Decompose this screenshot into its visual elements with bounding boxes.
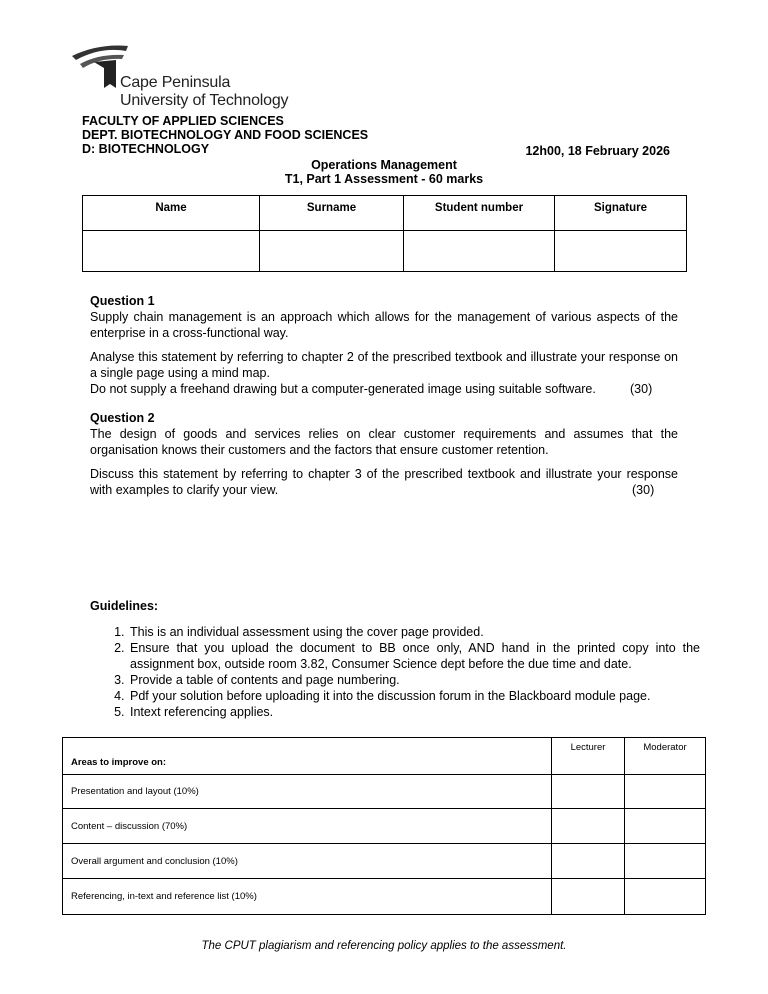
department-heading: DEPT. BIOTECHNOLOGY AND FOOD SCIENCES [82, 128, 369, 142]
question2-marks: (30) [632, 483, 655, 497]
rubric-area: Presentation and layout (10%) [63, 775, 552, 809]
division-heading: D: BIOTECHNOLOGY [82, 142, 210, 156]
plagiarism-footer: The CPUT plagiarism and referencing policy applies to the assessment. [201, 940, 567, 952]
moderator-score-cell[interactable] [625, 809, 706, 844]
student-table-header-row [83, 196, 687, 231]
rubric-row [63, 879, 706, 915]
question1-title: Question 1 [90, 294, 155, 308]
name-cell[interactable] [83, 231, 260, 272]
course-title: Operations Management [311, 158, 457, 172]
due-datetime: 12h00, 18 February 2026 [525, 144, 670, 158]
question2-statement: The design of goods and services relies on clear customer requirements and assumes that the organisation knows their customers and the factors that ensure customer retention. [90, 427, 678, 457]
guideline-item: 4. Pdf your solution before uploading it into the discussion forum in the Blackboard module page. [128, 688, 700, 704]
rubric-area: Referencing, in-text and reference list (10%) [63, 879, 552, 915]
lecturer-score-cell[interactable] [552, 809, 625, 844]
logo-line2: University of Technology [120, 92, 289, 109]
rubric-area: Overall argument and conclusion (10%) [63, 844, 552, 879]
student-table-entry-row [83, 231, 687, 272]
rubric-row [63, 844, 706, 879]
student-number-header: Student number [404, 196, 555, 231]
assessment-rubric-table [62, 737, 706, 915]
rubric-header-row [63, 738, 706, 775]
question1-note: Do not supply a freehand drawing but a computer-generated image using suitable software. [90, 382, 596, 396]
rubric-row [63, 809, 706, 844]
lecturer-score-cell[interactable] [552, 844, 625, 879]
guideline-item: 3. Provide a table of contents and page numbering. [128, 672, 700, 688]
guideline-item: 2. Ensure that you upload the document to BB once only, AND hand in the printed copy into the assignment box, outside room 3.82, Consumer Science dept before the due time and date. [128, 640, 700, 672]
question1-statement: Supply chain management is an approach which allows for the management of various aspects of the enterprise in a cross-functional way. [90, 310, 678, 340]
guidelines-title: Guidelines: [90, 599, 159, 613]
moderator-score-cell[interactable] [625, 775, 706, 809]
lecturer-score-cell[interactable] [552, 879, 625, 915]
surname-header: Surname [260, 196, 404, 231]
question2-instruction: Discuss this statement by referring to chapter 3 of the prescribed textbook and illustrate your response with examples to clarify your view. [90, 467, 678, 497]
faculty-heading: FACULTY OF APPLIED SCIENCES [82, 114, 284, 128]
question1-instruction: Analyse this statement by referring to chapter 2 of the prescribed textbook and illustrate your response on a single page using a mind map. [90, 350, 678, 380]
rubric-area: Content – discussion (70%) [63, 809, 552, 844]
rubric-row [63, 775, 706, 809]
signature-cell[interactable] [555, 231, 687, 272]
guideline-item: 1. This is an individual assessment using the cover page provided. [128, 624, 700, 640]
areas-label: Areas to improve on: [63, 738, 552, 775]
lecturer-score-cell[interactable] [552, 775, 625, 809]
moderator-score-cell[interactable] [625, 844, 706, 879]
student-info-table [82, 195, 687, 272]
guideline-item: 5. Intext referencing applies. [128, 704, 700, 720]
logo-line1: Cape Peninsula [120, 74, 231, 91]
student-number-cell[interactable] [404, 231, 555, 272]
guidelines-list [108, 624, 700, 720]
moderator-score-cell[interactable] [625, 879, 706, 915]
moderator-header: Moderator [625, 738, 706, 775]
question1-marks: (30) [630, 382, 653, 396]
question2-title: Question 2 [90, 411, 155, 425]
name-header: Name [83, 196, 260, 231]
cput-logo [70, 42, 290, 112]
assessment-title: T1, Part 1 Assessment - 60 marks [284, 172, 484, 186]
signature-header: Signature [555, 196, 687, 231]
surname-cell[interactable] [260, 231, 404, 272]
lecturer-header: Lecturer [552, 738, 625, 775]
